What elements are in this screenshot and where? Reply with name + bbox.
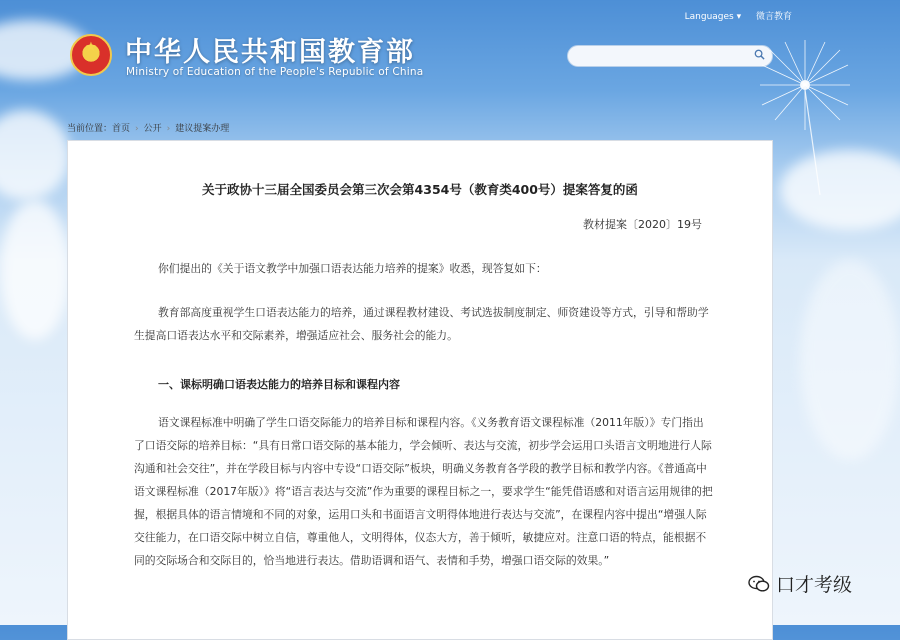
breadcrumb-home[interactable]: 首页 — [112, 124, 131, 134]
watermark — [748, 570, 852, 597]
breadcrumb-proposals[interactable]: 建议提案办理 — [175, 124, 230, 134]
cloud-decoration — [800, 260, 900, 460]
paragraph-intro: 你们提出的《关于语文教学中加强口语表达能力培养的提案》收悉，现答复如下： — [158, 262, 547, 275]
search-input[interactable] — [578, 48, 752, 70]
breadcrumb-separator: › — [166, 124, 171, 134]
breadcrumb-prefix: 当前位置： — [67, 124, 113, 134]
breadcrumb — [67, 121, 229, 134]
document-number: 教材提案〔2020〕19号 — [583, 218, 702, 231]
breadcrumb-separator: › — [135, 124, 139, 134]
site-title: 中华人民共和国教育部 — [125, 37, 415, 68]
document-panel — [67, 140, 773, 640]
section-heading: 一、课标明确口语表达能力的培养目标和课程内容 — [158, 378, 400, 391]
watermark-text: 口才考级 — [776, 574, 853, 596]
breadcrumb-public[interactable]: 公开 — [143, 124, 162, 134]
site-header — [0, 0, 900, 110]
national-emblem-icon: ★ — [70, 34, 112, 76]
paragraph-overview: 教育部高度重视学生口语表达能力的培养，通过课程教材建设、考试选拔制度制定、师资建设等方式，引导和帮助学生提高口语表达水平和交际素养，增强适应社会、服务社会的能力。 — [134, 306, 709, 342]
wechat-icon — [748, 575, 770, 593]
paragraph-curriculum: 语文课程标准中明确了学生口语交际能力的培养目标和课程内容。《义务教育语文课程标准（2011年版）》专门指出了口语交际的培养目标：“具有日常口语交际的基本能力，学会倾听、表达与交流，初步学会运用口头语言文明地进行人际沟通和社会交往”，并在学段目标与内容中专设“口语交际”板块，明确义务教育各学段的教学目标和教学内容。《普通高中语文课程标准（2017年版）》将“语言表达与交流”作为重要的课程目标之一，要求学生“能凭借语感和对语言运用规律的把握，根据具体的语言情境和不同的对象，运用口头和书面语言文明得体地进行表达与交流”，在课程内容中提出“增强人际交往能力，在口语交际中树立自信，尊重他人，文明得体，仪态大方，善于倾听，敏捷应对。注意口语的特点，能根据不同的交际场合和交际目的，恰当地进行表达。借助语调和语气、表情和手势，增强口语交际的效果。” — [134, 416, 713, 567]
languages-link[interactable]: Languages ▾ — [684, 12, 742, 22]
cloud-decoration — [0, 110, 70, 200]
cloud-decoration — [0, 200, 70, 340]
document-title: 关于政协十三届全国委员会第三次会第4354号（教育类400号）提案答复的函 — [202, 182, 638, 197]
site-subtitle: Ministry of Education of the People's Republic of China — [126, 66, 424, 78]
weibo-link[interactable]: 微言教育 — [755, 12, 792, 22]
